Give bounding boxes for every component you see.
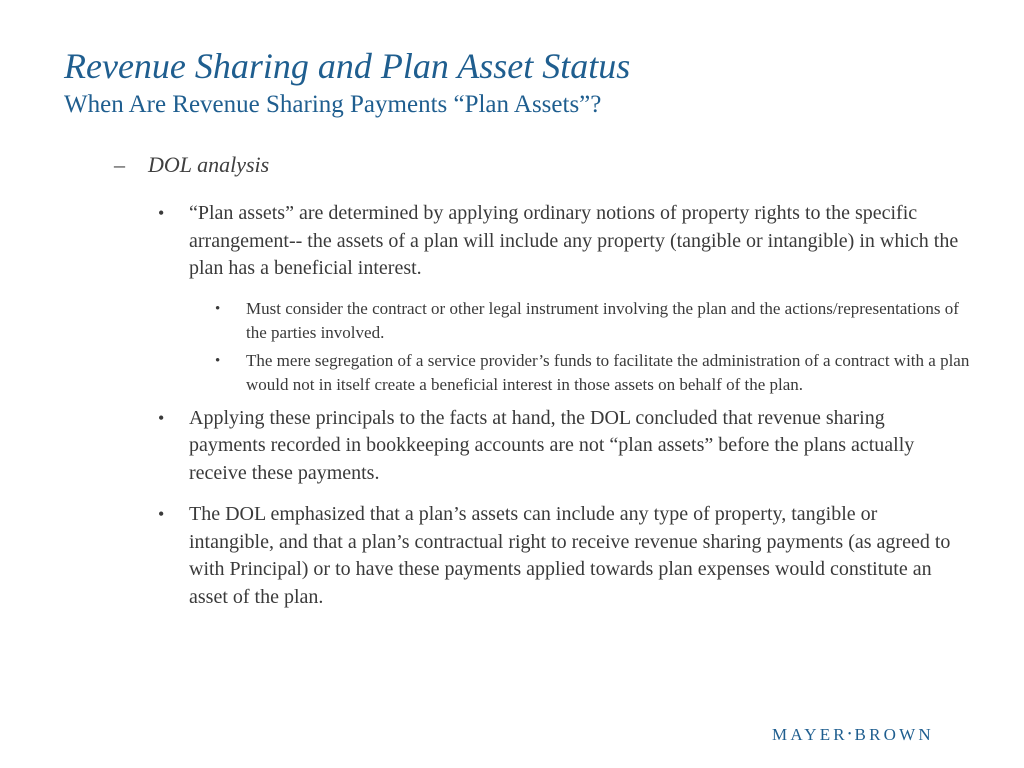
mayer-brown-logo xyxy=(772,725,934,745)
logo-separator: • xyxy=(847,729,855,740)
sub-bullet-point xyxy=(215,297,975,345)
section-heading xyxy=(114,152,974,178)
bullet-text: Applying these principals to the facts at hand, the DOL concluded that revenue sharing payments recorded in bookkeeping accounts are not “plan assets” before the plans actually receive these payments. xyxy=(189,406,915,484)
bullet-icon: • xyxy=(158,203,165,223)
bullet-point xyxy=(158,501,964,611)
bullet-icon: • xyxy=(215,300,221,317)
section-label: DOL analysis xyxy=(148,152,270,177)
bullet-icon: • xyxy=(215,352,221,369)
sub-bullet-text: The mere segregation of a service provider’s funds to facilitate the administration of a contract with a plan would not in itself create a beneficial interest in those assets on behalf of the plan. xyxy=(246,350,970,394)
bullet-point xyxy=(158,405,964,488)
sub-bullet-group xyxy=(158,297,970,397)
logo-text-right: BROWN xyxy=(854,725,934,744)
bullet-icon: • xyxy=(158,504,165,524)
slide-title: Revenue Sharing and Plan Asset Status xyxy=(64,46,631,86)
bullet-point xyxy=(158,200,964,283)
bullet-text: The DOL emphasized that a plan’s assets can include any type of property, tangible or intangible, and that a plan’s contractual right to receive revenue sharing payments (as agreed to with Principal) or to have these payments applied towards plan expenses would constitute an asset of the plan. xyxy=(189,503,951,608)
sub-bullet-point xyxy=(215,349,975,397)
bullet-icon: • xyxy=(158,407,165,428)
slide-subtitle: When Are Revenue Sharing Payments “Plan Assets”? xyxy=(64,91,602,118)
sub-bullet-text: Must consider the contract or other legal instrument involving the plan and the actions/representations of the parties involved. xyxy=(246,298,959,342)
bullet-list xyxy=(158,200,970,625)
sub-bullet-list xyxy=(215,297,975,397)
dash-bullet: – xyxy=(114,152,125,177)
bullet-text: “Plan assets” are determined by applying ordinary notions of property rights to the specific arrangement-- the assets of a plan will include any property (tangible or intangible) in which the plan has a beneficial interest. xyxy=(189,202,959,279)
logo-text-left: MAYER xyxy=(772,725,848,744)
